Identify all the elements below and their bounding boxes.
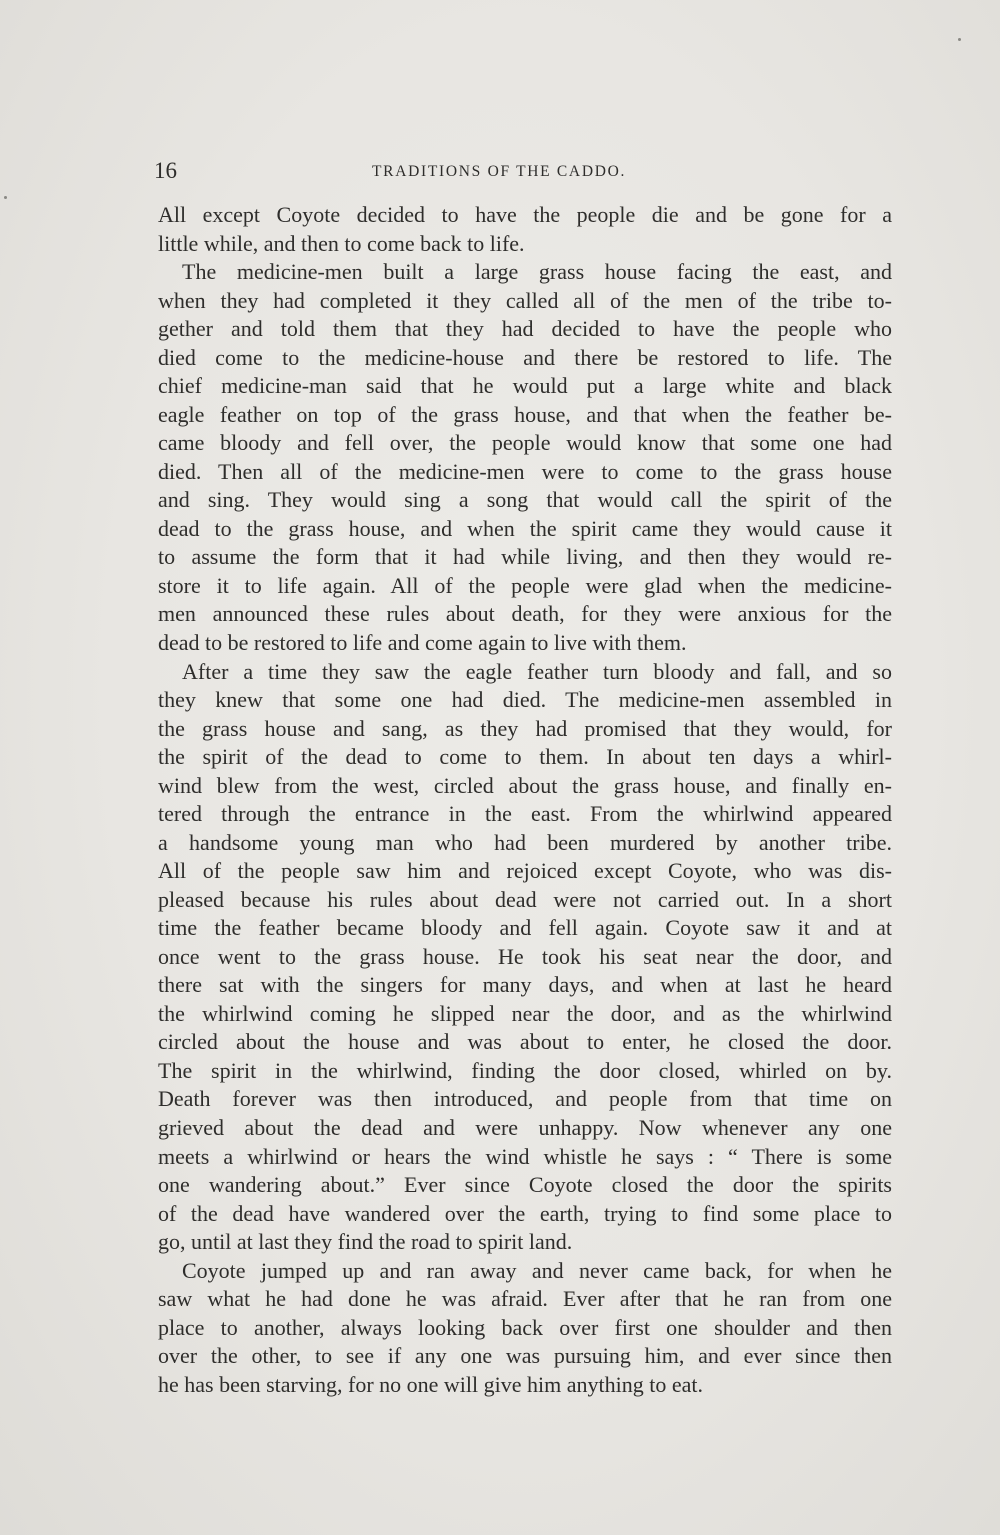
running-title: TRADITIONS OF THE CADDO. xyxy=(372,163,627,180)
text-line: little while, and then to come back to life. xyxy=(158,230,525,256)
text-line: to assume the form that it had while living, and then they would re- xyxy=(158,544,892,570)
text-line: saw what he had done he was afraid. Ever after that he ran from one xyxy=(158,1286,892,1312)
text-line: dead to the grass house, and when the spirit came they would cause it xyxy=(158,515,892,541)
text-line: the whirlwind coming he slipped near the door, and as the whirlwind xyxy=(158,1000,892,1026)
text-line: store it to life again. All of the people were glad when the medicine- xyxy=(158,572,892,598)
text-line: After a time they saw the eagle feather turn bloody and fall, and so xyxy=(182,658,892,684)
text-line: The spirit in the whirlwind, finding the door closed, whirled on by. xyxy=(158,1057,892,1083)
text-line: time the feather became bloody and fell again. Coyote saw it and at xyxy=(158,915,892,941)
text-line: of the dead have wandered over the earth, trying to find some place to xyxy=(158,1200,892,1226)
text-line: gether and told them that they had decided to have the people who xyxy=(158,316,892,342)
page-number: 16 xyxy=(154,158,177,183)
text-line: Coyote jumped up and ran away and never came back, for when he xyxy=(182,1257,892,1283)
text-line: once went to the grass house. He took his seat near the door, and xyxy=(158,943,892,969)
text-line: All except Coyote decided to have the people die and be gone for a xyxy=(158,202,892,227)
paragraph xyxy=(158,658,892,1257)
text-line: one wandering about.” Ever since Coyote closed the door the spirits xyxy=(158,1172,892,1198)
text-line: over the other, to see if any one was pursuing him, and ever since then xyxy=(158,1343,892,1369)
text-line: chief medicine-man said that he would put a large white and black xyxy=(158,373,892,399)
text-line: he has been starving, for no one will give him anything to eat. xyxy=(158,1371,703,1397)
text-line: All of the people saw him and rejoiced except Coyote, who was dis- xyxy=(158,858,892,884)
text-line: there sat with the singers for many days, and when at last he heard xyxy=(158,972,892,998)
text-line: go, until at last they find the road to spirit land. xyxy=(158,1229,573,1255)
text-line: place to another, always looking back over first one shoulder and then xyxy=(158,1314,892,1340)
text-line: eagle feather on top of the grass house, and that when the feather be- xyxy=(158,401,892,427)
text-line: the spirit of the dead to come to them. In about ten days a whirl- xyxy=(158,744,892,770)
paper-speck xyxy=(4,196,7,199)
paragraph xyxy=(158,258,892,657)
body-text xyxy=(158,201,892,1399)
text-line: grieved about the dead and were unhappy. Now whenever any one xyxy=(158,1115,892,1140)
text-line: pleased because his rules about dead were not carried out. In a short xyxy=(158,886,892,912)
text-line: Death forever was then introduced, and people from that time on xyxy=(158,1086,892,1112)
text-line: when they had completed it they called all of the men of the tribe to- xyxy=(158,287,892,313)
paper-speck xyxy=(958,38,961,41)
text-line: men announced these rules about death, for they were anxious for the xyxy=(158,601,892,627)
running-header xyxy=(0,157,1000,185)
paragraph xyxy=(158,201,892,258)
text-line: circled about the house and was about to enter, he closed the door. xyxy=(158,1029,892,1055)
text-line: they knew that some one had died. The medicine-men assembled in xyxy=(158,687,892,713)
text-line: died. Then all of the medicine-men were to come to the grass house xyxy=(158,458,892,484)
text-line: dead to be restored to life and come again to live with them. xyxy=(158,629,687,655)
text-line: a handsome young man who had been murdered by another tribe. xyxy=(158,829,892,855)
text-line: came bloody and fell over, the people would know that some one had xyxy=(158,430,892,456)
text-line: the grass house and sang, as they had promised that they would, for xyxy=(158,715,892,741)
text-line: The medicine-men built a large grass house facing the east, and xyxy=(182,259,892,285)
text-line: meets a whirlwind or hears the wind whistle he says : “ There is some xyxy=(158,1143,892,1169)
text-line: and sing. They would sing a song that would call the spirit of the xyxy=(158,487,892,513)
text-line: wind blew from the west, circled about the grass house, and finally en- xyxy=(158,772,892,798)
text-line: died come to the medicine-house and there be restored to life. The xyxy=(158,344,892,370)
paragraph xyxy=(158,1257,892,1400)
text-line: tered through the entrance in the east. From the whirlwind appeared xyxy=(158,801,892,827)
